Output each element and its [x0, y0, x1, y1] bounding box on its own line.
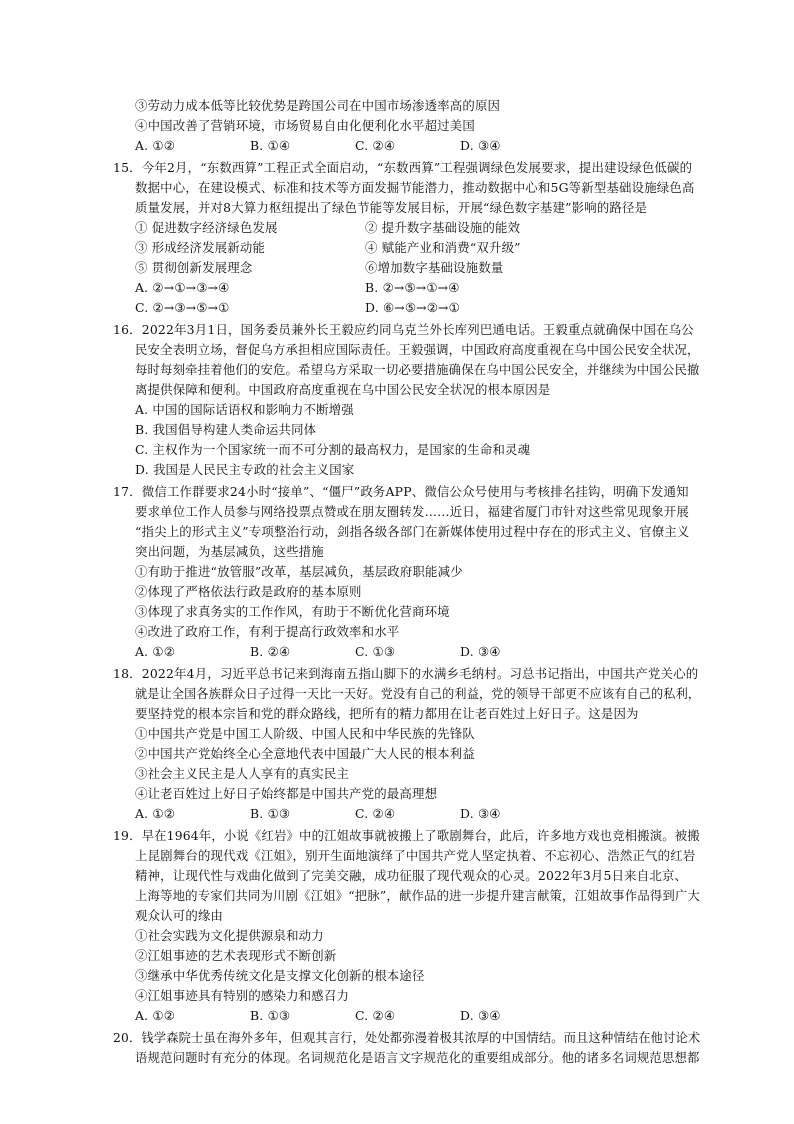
q16-stem-line: 每时每刻牵挂着他们的安危。希望乌方采取一切必要措施确保在乌中国公民安全，并继续为中国公民撤 — [135, 362, 700, 377]
q18-item-3: ③社会主义民主是人人享有的真实民主 — [135, 766, 350, 781]
q18-choice-d: D. ③④ — [460, 806, 501, 821]
q17-choice-b: B. ②④ — [250, 644, 291, 659]
q16-option-d: D. 我国是人民民主专政的社会主义国家 — [135, 462, 355, 477]
q18-item-1: ①中国共产党是中国工人阶级、中国人民和中华民族的先锋队 — [135, 726, 475, 741]
q19-choice-c: C. ②④ — [355, 1008, 396, 1023]
q15-choice-a: A. ②→①→③→④ — [135, 280, 230, 295]
q16-option-c: C. 主权作为一个国家统一而不可分割的最高权力，是国家的生命和灵魂 — [135, 442, 531, 457]
q15-item-6: ⑥增加数字基础设施数量 — [365, 260, 504, 275]
q15-item-5: ⑤ 贯彻创新发展理念 — [135, 260, 253, 275]
q16-option-a: A. 中国的国际话语权和影响力不断增强 — [135, 402, 354, 417]
q19-stem-line: 上海等地的专家们共同为川剧《江姐》“把脉”，献作品的进一步提升建言献策，江姐故事作品得到广大 — [135, 888, 701, 903]
q20-stem-line: 20．钱学森院士虽在海外多年，但观其言行，处处都弥漫着极其浓厚的中国情结。而且这种情结在他讨论术 — [113, 1030, 701, 1045]
q18-item-2: ②中国共产党始终全心全意地代表中国最广大人民的根本利益 — [135, 746, 475, 761]
q15-item-3: ③ 形成经济发展新动能 — [135, 240, 266, 255]
q17-stem-line: 要求单位工作人员参与网络投票点赞或在朋友圈转发……近日，福建省厦门市针对这些常见现象开展 — [135, 504, 689, 519]
q19-item-3: ③继承中华优秀传统文化是支撑文化创新的根本途径 — [135, 968, 425, 983]
q15-choice-d: D. ⑥→⑤→②→① — [365, 300, 460, 315]
q18-choice-a: A. ①② — [135, 806, 176, 821]
q19-stem-line: 19．早在1964年，小说《红岩》中的江姐故事就被搬上了歌剧舞台，此后，许多地方戏也竞相搬演。被搬 — [113, 828, 700, 843]
q19-choice-d: D. ③④ — [460, 1008, 501, 1023]
q15-item-4: ④ 赋能产业和消费“双升级” — [365, 240, 521, 255]
q16-stem-line: 民安全表明立场，督促乌方承担相应国际责任。王毅强调，中国政府高度重视在乌中国公民安全状况， — [135, 342, 700, 357]
q17-stem-line: 17．微信工作群要求24小时“接单”、“僵尸”政务APP、微信公众号使用与考核排名挂钩，明确下发通知 — [113, 484, 689, 499]
q16-stem-line: 离提供保障和便利。中国政府高度重视在乌中国公民安全状况的根本原因是 — [135, 382, 551, 397]
q17-item-2: ②体现了严格依法行政是政府的基本原则 — [135, 584, 362, 599]
q15-item-1: ① 促进数字经济绿色发展 — [135, 220, 278, 235]
q14-choice-d: D. ③④ — [460, 138, 501, 153]
q17-choice-d: D. ③④ — [460, 644, 501, 659]
q16-stem-line: 16．2022年3月1日，国务委员兼外长王毅应约同乌克兰外长库列巴通电话。王毅重点就确保中国在乌公 — [113, 322, 694, 337]
q15-stem-line: 质量发展，并对8大算力枢纽提出了绿色节能等发展目标，开展“绿色数字基建”影响的路径是 — [135, 200, 648, 215]
q17-choice-c: C. ①③ — [355, 644, 396, 659]
q16-option-b: B. 我国倡导构建人类命运共同体 — [135, 422, 317, 437]
q19-item-2: ②江姐事迹的艺术表现形式不断创新 — [135, 948, 337, 963]
q17-stem-line: “指尖上的形式主义”专项整治行动，剑指各级各部门在新媒体使用过程中存在的形式主义、官僚主义 — [135, 524, 690, 539]
q19-choice-b: B. ①③ — [250, 1008, 291, 1023]
q19-stem-line: 上昆剧舞台的现代戏《江姐》，别开生面地演绎了中国共产党人坚定执着、不忘初心、浩然正气的红岩 — [135, 848, 696, 863]
q15-item-2: ② 提升数字基础设施的能效 — [365, 220, 521, 235]
q15-stem-line: 15．今年2月，“东数西算”工程正式全面启动，“东数西算”工程强调绿色发展要求，提出建设绿色低碳的 — [113, 160, 693, 175]
q17-item-3: ③体现了求真务实的工作作风，有助于不断优化营商环境 — [135, 604, 450, 619]
q14-choice-b: B. ①④ — [250, 138, 291, 153]
q15-stem-line: 数据中心，在建设模式、标准和技术等方面发掘节能潜力，推动数据中心和5G等新型基础设施绿色高 — [135, 180, 695, 195]
q14-option-3: ③劳动力成本低等比较优势是跨国公司在中国市场渗透率高的原因 — [135, 98, 501, 113]
q17-item-4: ④改进了政府工作，有利于提高行政效率和水平 — [135, 624, 400, 639]
q18-item-4: ④让老百姓过上好日子始终都是中国共产党的最高理想 — [135, 786, 438, 801]
q17-item-1: ①有助于推进“放管服”改革，基层减负，基层政府职能减少 — [135, 564, 463, 579]
q18-choice-b: B. ①③ — [250, 806, 291, 821]
q14-choice-c: C. ②④ — [355, 138, 396, 153]
q17-choice-a: A. ①② — [135, 644, 176, 659]
q18-stem-line: 要坚持党的根本宗旨和党的群众路线，把所有的精力都用在让老百姓过上好日子。这是因为 — [135, 706, 639, 721]
q15-choice-c: C. ②→③→⑤→① — [135, 300, 230, 315]
q15-choice-b: B. ②→⑤→①→④ — [365, 280, 460, 295]
q19-choice-a: A. ①② — [135, 1008, 176, 1023]
q18-stem-line: 就是让全国各族群众日子过得一天比一天好。党没有自己的利益，党的领导干部更不应该有自己的私利， — [135, 686, 701, 701]
q18-stem-line: 18．2022年4月，习近平总书记来到海南五指山脚下的水满乡毛纳村。习总书记指出，中国共产党关心的 — [113, 666, 699, 681]
q19-stem-line: 精神，让现代性与戏曲化做到了完美交融，成功征服了现代观众的心灵。2022年3月5日来自北京、 — [135, 868, 688, 883]
q19-item-4: ④江姐事迹具有特别的感染力和感召力 — [135, 988, 350, 1003]
q14-option-4: ④中国改善了营销环境，市场贸易自由化便利化水平超过美国 — [135, 118, 475, 133]
q20-stem-line: 语规范问题时有充分的体现。名词规范化是语言文字规范化的重要组成部分。他的诸多名词规范思想都 — [135, 1050, 700, 1065]
q17-stem-line: 突出问题，为基层减负，这些措施 — [135, 544, 324, 559]
q19-item-1: ①社会实践为文化提供源泉和动力 — [135, 928, 324, 943]
q18-choice-c: C. ②④ — [355, 806, 396, 821]
q19-stem-line: 观众认可的缘由 — [135, 908, 224, 923]
q14-choice-a: A. ①② — [135, 138, 176, 153]
